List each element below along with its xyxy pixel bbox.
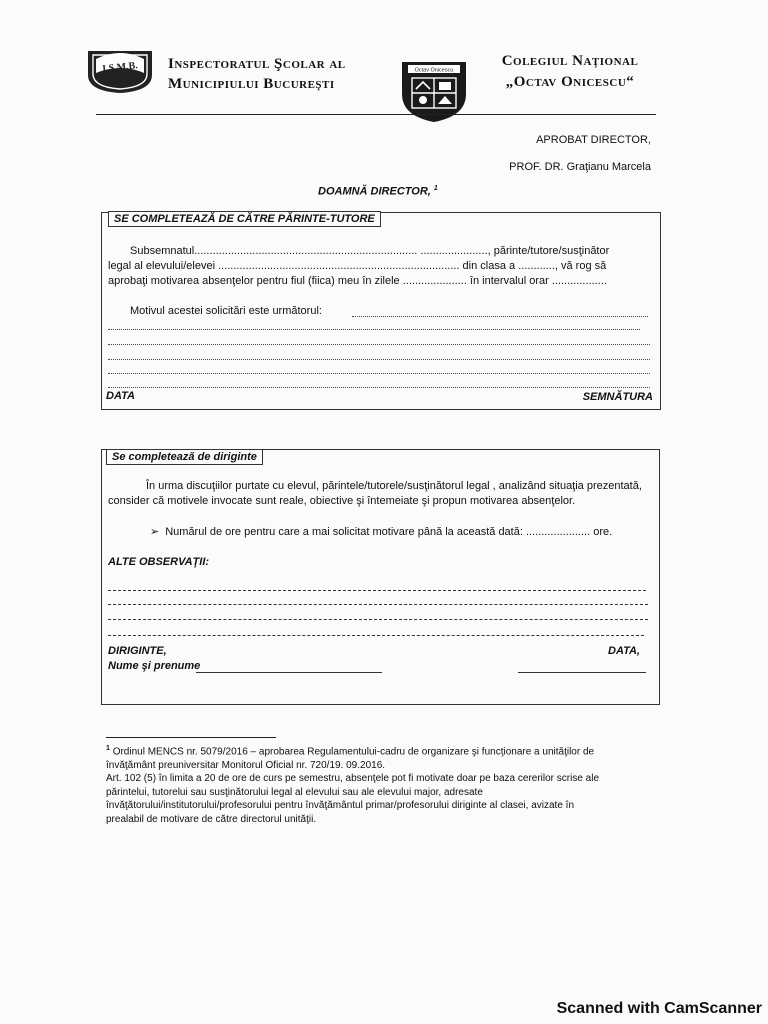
footnote-divider bbox=[106, 737, 276, 738]
teacher-name-line[interactable] bbox=[196, 672, 382, 673]
footnote-line3: Art. 102 (5) în limita a 20 de ore de curs pe semestru, absenţele pot fi motivate doar pe baza cererilor scrise ale bbox=[106, 773, 600, 785]
footnote-line5: învăţătorului/institutorului/profesorului pentru învăţământul primar/profesorului diriginte al clasei, avizate în bbox=[106, 800, 575, 812]
reason-line-6[interactable] bbox=[108, 387, 650, 388]
footnote-line1 bbox=[106, 742, 666, 759]
college-line1: Colegiul Naţional bbox=[501, 53, 639, 69]
college-name bbox=[470, 51, 670, 93]
teacher-name-label: Nume şi prenume bbox=[108, 660, 201, 672]
observations-label: ALTE OBSERVAŢII: bbox=[108, 556, 210, 568]
camscanner-watermark: Scanned with CamScanner bbox=[556, 1000, 762, 1017]
footnote-line4: părintelui, tutorelui sau susţinătorului legal al elevului sau ale elevului major, adresate bbox=[106, 786, 483, 798]
parent-line3: aprobaţi motivarea absenţelor pentru fiul (fiica) meu în zilele ..................... în intervalul orar .................. bbox=[108, 275, 607, 287]
parent-signature-label: SEMNĂTURA bbox=[582, 391, 653, 403]
teacher-bullet bbox=[150, 525, 612, 540]
inspectorate-line2: Municipiului Bucureşti bbox=[168, 76, 335, 92]
approval-title: APROBAT DIRECTOR, bbox=[536, 134, 651, 146]
teacher-label: DIRIGINTE, bbox=[108, 645, 167, 657]
ismb-logo-text: I.S.M.B. bbox=[101, 60, 139, 75]
observation-line-2[interactable] bbox=[108, 604, 648, 605]
teacher-date-line[interactable] bbox=[518, 672, 646, 673]
parent-line1: Subsemnatul......................................................................... ......................, părinte/tutore/susţinător bbox=[130, 245, 610, 257]
school-crest-text: Octav Onicescu bbox=[414, 67, 454, 74]
parent-date-label: DATA bbox=[106, 390, 135, 402]
inspectorate-name bbox=[168, 54, 346, 94]
teacher-date-label: DATA, bbox=[608, 645, 640, 657]
reason-line-5[interactable] bbox=[108, 373, 650, 374]
hours-requested-text: Numărul de ore pentru care a mai solicitat motivare până la această dată: ..................... ore. bbox=[165, 526, 613, 538]
parent-line2: legal al elevului/elevei ............................................................................... din clasa a ............, vă rog să bbox=[108, 260, 607, 272]
salutation-text: DOAMNĂ DIRECTOR, bbox=[318, 185, 431, 198]
observation-line-4[interactable] bbox=[108, 635, 644, 636]
footnote-number: 1 bbox=[106, 745, 110, 752]
salutation bbox=[318, 185, 438, 198]
inspectorate-line1: Inspectoratul Şcolar al bbox=[168, 56, 346, 72]
reason-line-4[interactable] bbox=[108, 359, 650, 360]
reason-line-2[interactable] bbox=[108, 329, 640, 330]
header-divider bbox=[96, 114, 656, 115]
college-line2: „Octav Onicescu“ bbox=[505, 74, 635, 90]
salutation-footnote-ref: 1 bbox=[433, 185, 438, 192]
ismb-logo bbox=[84, 45, 156, 95]
arrow-bullet-icon: ➢ bbox=[150, 526, 160, 538]
footnote-line1-text: Ordinul MENCS nr. 5079/2016 – aprobarea Regulamentului-cadru de organizare şi funcţionare a unităţilor de bbox=[112, 746, 595, 758]
parent-section-label: SE COMPLETEAZĂ DE CĂTRE PĂRINTE-TUTORE bbox=[108, 211, 381, 227]
observation-line-1[interactable] bbox=[108, 590, 646, 591]
reason-line-3[interactable] bbox=[108, 344, 650, 345]
observation-line-3[interactable] bbox=[108, 619, 648, 620]
teacher-section-label: Se completează de diriginte bbox=[106, 449, 263, 465]
approval-name: PROF. DR. Graţianu Marcela bbox=[509, 161, 651, 173]
reason-line-1[interactable] bbox=[352, 316, 648, 317]
footnote-line2: învăţământ preuniversitar Monitorul Oficial nr. 720/19. 09.2016. bbox=[106, 759, 386, 771]
teacher-paragraph: În urma discuţiilor purtate cu elevul, părintele/tutorele/susţinătorul legal , analizând situaţia prezentată, consider că motivele invocate sunt reale, obiective şi întemeiate şi propun motivarea absenţelor. bbox=[108, 480, 642, 507]
reason-label: Motivul acestei solicitări este următorul: bbox=[130, 305, 322, 317]
footnote bbox=[106, 742, 666, 826]
footnote-line6: prealabil de motivare de către directorul unităţii. bbox=[106, 813, 317, 825]
